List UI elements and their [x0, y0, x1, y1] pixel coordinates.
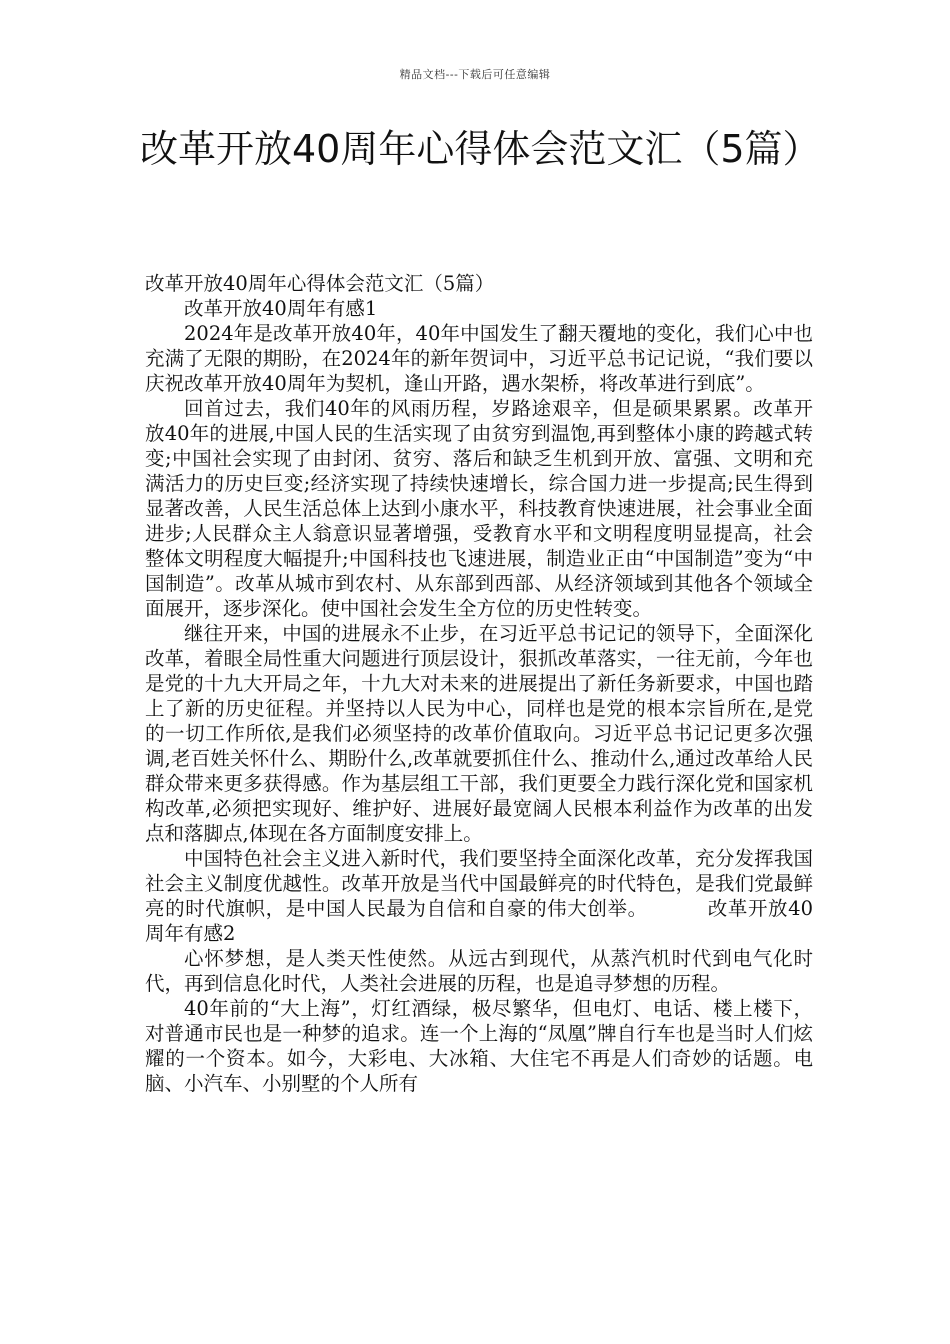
paragraph-5: 心怀梦想，是人类天性使然。从远古到现代，从蒸汽机时代到电气化时代，再到信息化时代，人类社会进展的历程，也是追寻梦想的历程。 [145, 947, 813, 995]
paragraph-4-text: 中国特色社会主义进入新时代，我们要坚持全面深化改革，充分发挥我国社会主义制度优越性。改革开放是当代中国最鲜亮的时代特色，是我们党最鲜亮的时代旗帜，是中国人民最为自信和自豪的伟大创举。 [145, 847, 813, 920]
paragraph-2: 回首过去，我们40年的风雨历程，岁路途艰辛，但是硕果累累。改革开放40年的进展,中国人民的生活实现了由贫穷到温饱,再到整体小康的跨越式转变;中国社会实现了由封闭、贫穷、落后和缺乏生机到开放、富强、文明和充满活力的历史巨变;经济实现了持续快速增长，综合国力进一步提高;民生得到显著改善，人民生活总体上达到小康水平，科技教育快速进展，社会事业全面进步;人民群众主人翁意识显著增强，受教育水平和文明程度明显提高，社会整体文明程度大幅提升;中国科技也飞速进展，制造业正由“中国制造”变为“中国制造”。改革从城市到农村、从东部到西部、从经济领域到其他各个领域全面展开，逐步深化。使中国社会发生全方位的历史性转变。 [145, 397, 813, 620]
document-heading: 改革开放40周年心得体会范文汇（5篇） [145, 272, 495, 295]
paragraph-1: 2024年是改革开放40年，40年中国发生了翻天覆地的变化，我们心中也充满了无限的期盼，在2024年的新年贺词中，习近平总书记记说，“我们要以庆祝改革开放40周年为契机，逢山开路，遇水架桥，将改革进行到底”。 [145, 322, 813, 395]
section-title-2: 改革开放40周年有感2 [145, 897, 813, 945]
document-title: 改革开放40周年心得体会范文汇（5篇） [140, 127, 821, 171]
section-title-1: 改革开放40周年有感1 [184, 297, 378, 320]
paragraph-6: 40年前的“大上海”，灯红酒绿，极尽繁华，但电灯、电话、楼上楼下，对普通市民也是一种梦的追求。连一个上海的“凤凰”牌自行车也是当时人们炫耀的一个资本。如今，大彩电、大冰箱、大住宅不再是人们奇妙的话题。电脑、小汽车、小别墅的个人所有 [145, 997, 813, 1095]
paragraph-4 [145, 846, 813, 946]
paragraph-3: 继往开来，中国的进展永不止步，在习近平总书记记的领导下，全面深化改革，着眼全局性重大问题进行顶层设计，狠抓改革落实，一往无前，今年也是党的十九大开局之年，十九大对未来的进展提出了新任务新要求，中国也踏上了新的历史征程。并坚持以人民为中心，同样也是党的根本宗旨所在,是党的一切工作所依,是我们必须坚持的改革价值取向。习近平总书记记更多次强调,老百姓关怀什么、期盼什么,改革就要抓住什么、推动什么,通过改革给人民群众带来更多获得感。作为基层组工干部，我们更要全力践行深化党和国家机构改革,必须把实现好、维护好、进展好最宽阔人民根本利益作为改革的出发点和落脚点,体现在各方面制度安排上。 [145, 622, 813, 845]
document-body [145, 271, 813, 1096]
page-header-note: 精品文档---下载后可任意编辑 [399, 68, 551, 81]
